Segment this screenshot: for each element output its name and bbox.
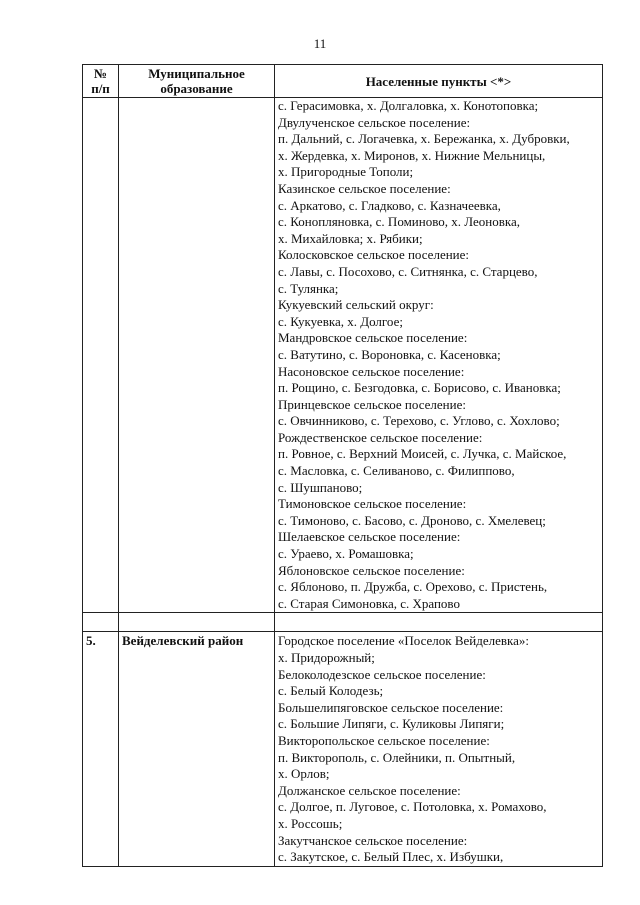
header-settlements: Населенные пункты <*> [275,65,603,98]
settlements-table [82,64,603,867]
table-header-row [83,65,603,98]
settlement-line: Викторопольское сельское поселение: [278,732,490,748]
settlement-line: п. Ровное, с. Верхний Моисей, с. Лучка, с. Майское, [278,446,567,462]
header-municipality: Муниципальное образование [119,65,275,98]
settlement-line: с. Старая Симоновка, с. Храпово [278,595,460,611]
settlement-line: с. Закутское, с. Белый Плес, х. Избушки, [278,849,504,865]
table-row-spacer [83,613,603,632]
settlement-line: с. Ураево, х. Ромашовка; [278,546,414,562]
settlement-line: п. Рощино, с. Безгодовка, с. Борисово, с. Ивановка; [278,380,561,396]
settlement-line: Должанское сельское поселение: [278,782,461,798]
settlement-line: х. Михайловка; х. Рябики; [278,230,423,246]
page-number: 11 [313,36,327,51]
settlement-line: х. Орлов; [278,766,330,782]
settlement-line: с. Тулянка; [278,280,339,296]
settlement-line: Яблоновское сельское поселение: [278,562,465,578]
settlement-line: с. Овчинниково, с. Терехово, с. Углово, с. Хохлово; [278,413,560,429]
settlement-line: х. Пригородные Тополи; [278,164,414,180]
row-district [119,98,275,613]
settlement-line: Шелаевское сельское поселение: [278,529,461,545]
settlement-line: п. Дальний, с. Логачевка, х. Бережанка, х. Дубровки, [278,131,570,147]
settlement-line: с. Конопляновка, с. Поминово, х. Леоновка, [278,214,520,230]
settlement-line: Тимоновское сельское поселение: [278,496,467,512]
settlement-line: Большелипяговское сельское поселение: [278,699,504,715]
row-number [83,98,119,613]
table-row [83,98,603,613]
settlement-line: Насоновское сельское поселение: [278,363,465,379]
settlement-line: Мандровское сельское поселение: [278,330,468,346]
settlement-line: с. Ватутино, с. Вороновка, с. Касеновка; [278,346,501,362]
settlement-line: Городское поселение «Поселок Вейделевка»: [278,633,530,649]
settlement-line: с. Масловка, с. Селиваново, с. Филиппово, [278,463,515,479]
settlement-line: с. Лавы, с. Посохово, с. Ситнянка, с. Старцево, [278,263,538,279]
settlements-cell [275,632,603,866]
settlement-line: Принцевское сельское поселение: [278,396,466,412]
settlement-line: п. Викторополь, с. Олейники, п. Опытный, [278,749,516,765]
settlement-line: с. Яблоново, п. Дружба, с. Орехово, с. Пристень, [278,579,548,595]
settlement-line: Кукуевский сельский округ: [278,297,434,313]
settlement-line: Казинское сельское поселение: [278,180,451,196]
row-number: 5. [83,632,119,866]
settlement-line: Двулученское сельское поселение: [278,114,471,130]
header-num: № п/п [83,65,119,98]
settlement-line: с. Аркатово, с. Гладково, с. Казначеевка, [278,197,501,213]
row-district: Вейделевский район [119,632,275,866]
settlement-line: Закутчанское сельское поселение: [278,832,468,848]
settlement-line: с. Кукуевка, х. Долгое; [278,313,403,329]
settlement-line: с. Большие Липяги, с. Куликовы Липяги; [278,716,505,732]
table-row [83,632,603,866]
settlement-line: Белоколодезское сельское поселение: [278,666,486,682]
settlement-line: с. Шушпаново; [278,479,363,495]
settlement-line: х. Жердевка, х. Миронов, х. Нижние Мельницы, [278,147,546,163]
settlements-cell [275,98,603,613]
settlement-line: с. Тимоново, с. Басово, с. Дроново, с. Хмелевец; [278,512,546,528]
settlement-line: с. Герасимовка, х. Долгаловка, х. Конотоповка; [278,98,539,113]
settlement-line: х. Россошь; [278,815,343,831]
settlement-line: Рождественское сельское поселение: [278,429,483,445]
settlement-line: х. Придорожный; [278,650,375,665]
settlement-line: Колосковское сельское поселение: [278,247,470,263]
settlement-line: с. Долгое, п. Луговое, с. Потоловка, х. Ромахово, [278,799,547,815]
settlement-line: с. Белый Колодезь; [278,683,384,699]
